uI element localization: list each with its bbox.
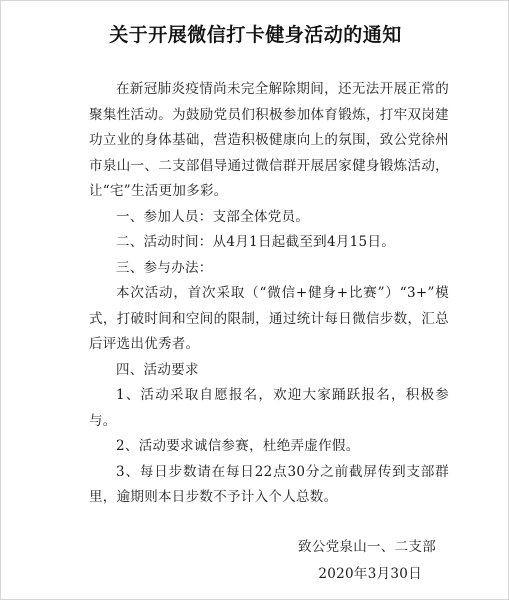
signature-date: 2020年3月30日 xyxy=(318,566,422,582)
requirements-heading: 四、活动要求 xyxy=(116,361,199,378)
intro-paragraph: 在新冠肺炎疫情尚未完全解除期间，还无法开展正常的聚集性活动。为鼓励党员们积极参加体育锻炼，打牢双岗建功立业的身体基础，营造积极健康向上的氛围，致公党徐州市泉山一、二支部倡导通过微信群开展居家健身锻炼活动，让“宅”生活更加多彩。 xyxy=(89,81,449,199)
requirement-item-1: 1、活动采取自愿报名，欢迎大家踊跃报名，积极参与。 xyxy=(89,387,449,429)
participants-paragraph: 一、参加人员：支部全体党员。 xyxy=(116,208,310,225)
signature-block xyxy=(298,534,436,588)
document-title: 关于开展微信打卡健身活动的通知 xyxy=(109,24,402,46)
signature-org: 致公党泉山一、二支部 xyxy=(298,539,436,555)
activity-time-paragraph: 二、活动时间：从4月1日起截至到4月15日。 xyxy=(116,234,396,250)
method-heading: 三、参与办法： xyxy=(116,259,213,276)
document-body xyxy=(89,77,449,511)
requirement-item-2: 2、活动要求诚信参赛，杜绝弄虚作假。 xyxy=(116,438,360,454)
method-paragraph: 本次活动，首次采取（“微信+健身+比赛”）“3+”模式，打破时间和空间的限制，通过统计每日微信步数，汇总后评选出优秀者。 xyxy=(89,285,449,352)
requirement-item-3: 3、每日步数请在每日22点30分之前截屏传到支部群里，逾期则本日步数不予计入个人总数。 xyxy=(89,463,449,505)
